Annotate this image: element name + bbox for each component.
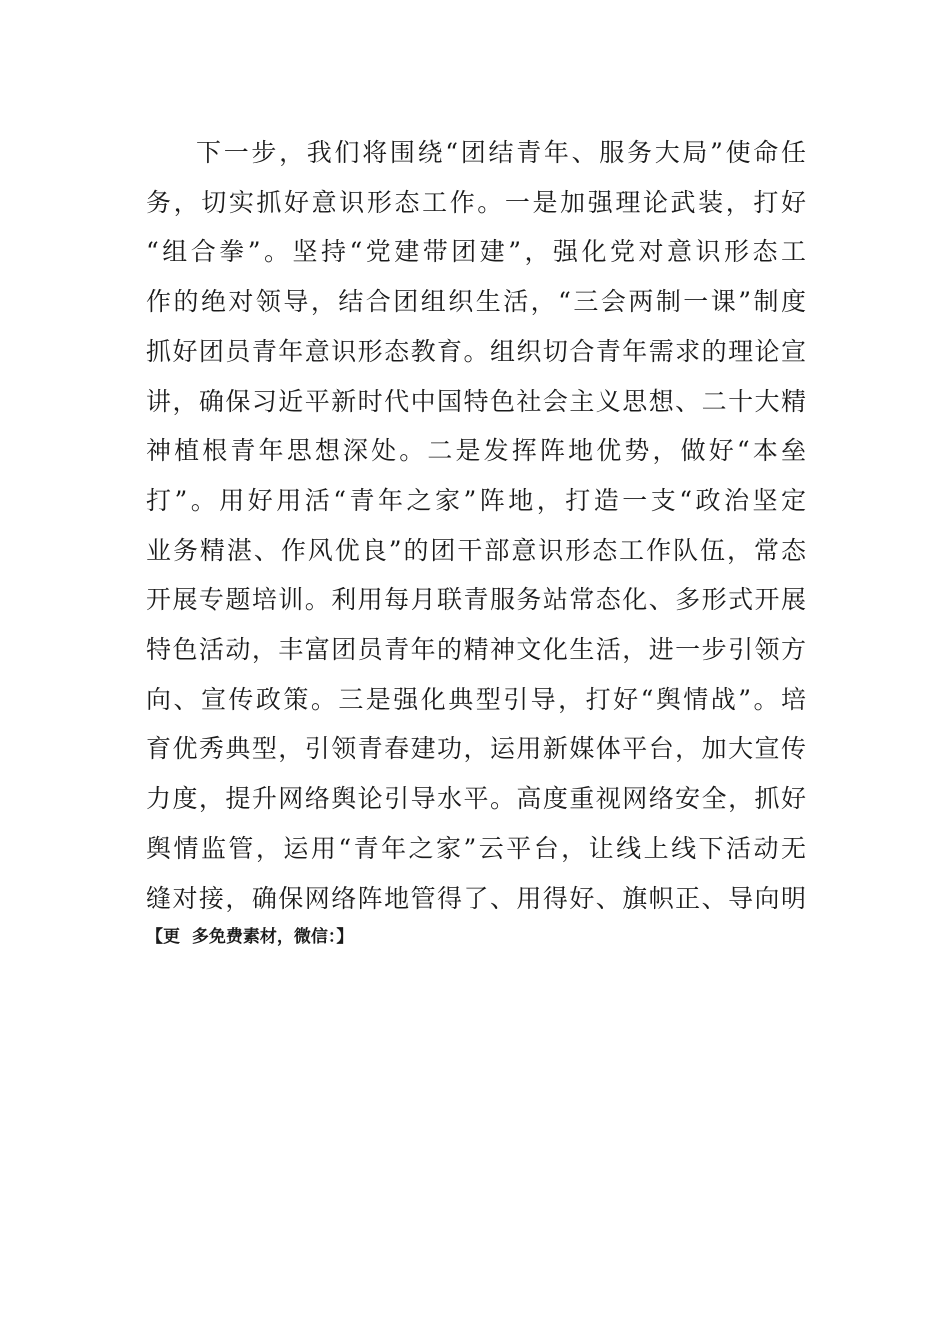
paragraph-line: 舆情监管，运用“青年之家”云平台，让线上线下活动无: [146, 833, 806, 863]
paragraph-line: 缝对接，确保网络阵地管得了、用得好、旗帜正、导向明: [146, 883, 806, 913]
paragraph-line: 务，切实抓好意识形态工作。一是加强理论武装，打好: [146, 187, 806, 217]
paragraph-line: 力度，提升网络舆论引导水平。高度重视网络安全，抓好: [146, 784, 806, 814]
paragraph-line: 下一步，我们将围绕“团结青年、服务大局”使命任: [196, 138, 806, 167]
paragraph-line: 打”。用好用活“青年之家”阵地，打造一支“政治坚定: [146, 485, 806, 515]
paragraph-line: 抓好团员青年意识形态教育。组织切合青年需求的理论宣: [146, 336, 806, 366]
paragraph-line: 特色活动，丰富团员青年的精神文化生活，进一步引领方: [146, 635, 806, 665]
paragraph-line: “组合拳”。坚持“党建带团建”，强化党对意识形态工: [146, 237, 806, 267]
body-paragraph: [146, 128, 806, 923]
paragraph-line: 作的绝对领导，结合团组织生活，“三会两制一课”制度: [146, 287, 806, 317]
paragraph-line: 业务精湛、作风优良”的团干部意识形态工作队伍，常态: [146, 535, 806, 565]
paragraph-line: 向、宣传政策。三是强化典型引导，打好“舆情战”。培: [146, 684, 806, 714]
paragraph-line: 神植根青年思想深处。二是发挥阵地优势，做好“本垒: [146, 436, 806, 466]
footer-note: 【更 多免费素材，微信：】: [146, 927, 354, 947]
paragraph-line: 开展专题培训。利用每月联青服务站常态化、多形式开展: [146, 585, 806, 615]
paragraph-line: 育优秀典型，引领青春建功，运用新媒体平台，加大宣传: [146, 734, 806, 764]
paragraph-line: 讲，确保习近平新时代中国特色社会主义思想、二十大精: [146, 386, 806, 416]
